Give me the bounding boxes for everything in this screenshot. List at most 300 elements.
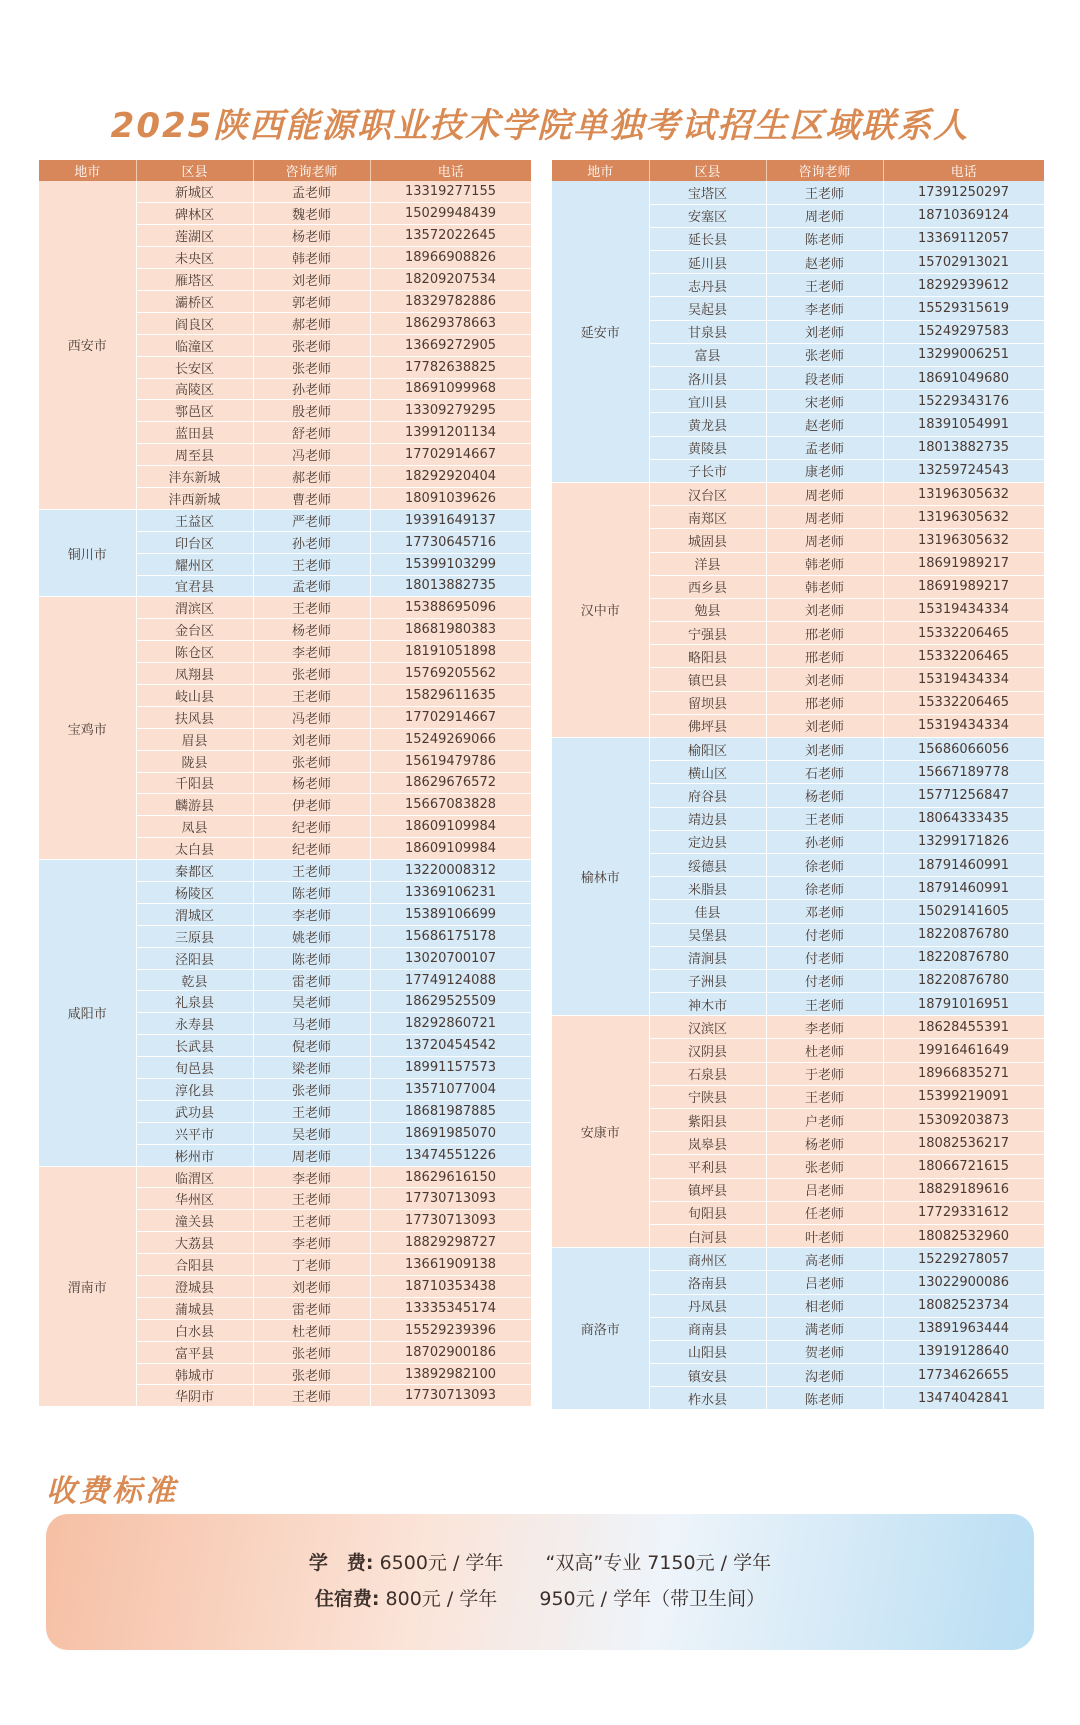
phone-cell: 18966835271	[883, 1062, 1044, 1085]
district-cell: 甘泉县	[649, 320, 766, 343]
header-district: 区县	[136, 160, 253, 181]
teacher-cell: 李老师	[253, 1232, 370, 1254]
phone-cell: 15389106699	[370, 903, 531, 925]
phone-cell: 13571077004	[370, 1079, 531, 1101]
district-cell: 莲湖区	[136, 225, 253, 247]
teacher-cell: 王老师	[253, 1100, 370, 1122]
phone-cell: 15229343176	[883, 390, 1044, 413]
teacher-cell: 高老师	[766, 1248, 883, 1271]
district-cell: 安塞区	[649, 204, 766, 227]
teacher-cell: 刘老师	[766, 598, 883, 621]
teacher-cell: 纪老师	[253, 816, 370, 838]
phone-cell: 18791460991	[883, 853, 1044, 876]
district-cell: 礼泉县	[136, 991, 253, 1013]
teacher-cell: 段老师	[766, 367, 883, 390]
phone-cell: 13474042841	[883, 1387, 1044, 1410]
table-row	[552, 738, 1044, 761]
district-cell: 商州区	[649, 1248, 766, 1271]
phone-cell: 15829611635	[370, 684, 531, 706]
phone-cell: 18082536217	[883, 1132, 1044, 1155]
phone-cell: 15619479786	[370, 750, 531, 772]
teacher-cell: 郝老师	[253, 312, 370, 334]
phone-cell: 17391250297	[883, 181, 1044, 204]
district-cell: 商南县	[649, 1317, 766, 1340]
phone-cell: 18791016951	[883, 993, 1044, 1016]
district-cell: 印台区	[136, 531, 253, 553]
teacher-cell: 张老师	[253, 356, 370, 378]
teacher-cell: 杨老师	[253, 772, 370, 794]
district-cell: 岐山县	[136, 684, 253, 706]
phone-cell: 13335345174	[370, 1297, 531, 1319]
contact-table-left	[39, 160, 532, 1407]
teacher-cell: 宋老师	[766, 390, 883, 413]
teacher-cell: 纪老师	[253, 838, 370, 860]
district-cell: 丹凤县	[649, 1294, 766, 1317]
phone-cell: 18329782886	[370, 290, 531, 312]
district-cell: 横山区	[649, 761, 766, 784]
teacher-cell: 刘老师	[766, 320, 883, 343]
city-cell: 铜川市	[39, 509, 136, 597]
phone-cell: 17749124088	[370, 969, 531, 991]
teacher-cell: 孟老师	[766, 436, 883, 459]
district-cell: 兴平市	[136, 1122, 253, 1144]
teacher-cell: 吴老师	[253, 1122, 370, 1144]
district-cell: 乾县	[136, 969, 253, 991]
phone-cell: 15667189778	[883, 761, 1044, 784]
table-row	[39, 860, 531, 882]
fee-panel	[46, 1514, 1034, 1650]
phone-cell: 13661909138	[370, 1254, 531, 1276]
teacher-cell: 张老师	[766, 343, 883, 366]
district-cell: 渭滨区	[136, 597, 253, 619]
table-row	[39, 181, 531, 203]
phone-cell: 18066721615	[883, 1155, 1044, 1178]
teacher-cell: 舒老师	[253, 422, 370, 444]
teacher-cell: 刘老师	[253, 269, 370, 291]
teacher-cell: 冯老师	[253, 706, 370, 728]
district-cell: 靖边县	[649, 807, 766, 830]
district-cell: 宝塔区	[649, 181, 766, 204]
tuition-label: 学 费:	[308, 1552, 374, 1574]
district-cell: 镇安县	[649, 1364, 766, 1387]
phone-cell: 18191051898	[370, 641, 531, 663]
district-cell: 三原县	[136, 925, 253, 947]
teacher-cell: 邢老师	[766, 645, 883, 668]
phone-cell: 15332206465	[883, 691, 1044, 714]
district-cell: 宁强县	[649, 622, 766, 645]
district-cell: 太白县	[136, 838, 253, 860]
phone-cell: 13022900086	[883, 1271, 1044, 1294]
teacher-cell: 陈老师	[766, 227, 883, 250]
district-cell: 蒲城县	[136, 1297, 253, 1319]
phone-cell: 17730713093	[370, 1210, 531, 1232]
district-cell: 临潼区	[136, 334, 253, 356]
district-cell: 阎良区	[136, 312, 253, 334]
phone-cell: 18220876780	[883, 923, 1044, 946]
district-cell: 神木市	[649, 993, 766, 1016]
phone-cell: 18209207534	[370, 269, 531, 291]
phone-cell: 13196305632	[883, 482, 1044, 505]
teacher-cell: 张老师	[766, 1155, 883, 1178]
phone-cell: 18702900186	[370, 1341, 531, 1363]
teacher-cell: 王老师	[766, 807, 883, 830]
district-cell: 雁塔区	[136, 269, 253, 291]
contact-table-right	[552, 160, 1045, 1410]
table-row	[552, 1248, 1044, 1271]
district-cell: 韩城市	[136, 1363, 253, 1385]
teacher-cell: 郝老师	[253, 466, 370, 488]
phone-cell: 18966908826	[370, 247, 531, 269]
teacher-cell: 李老师	[253, 641, 370, 663]
district-cell: 千阳县	[136, 772, 253, 794]
phone-cell: 13720454542	[370, 1035, 531, 1057]
phone-cell: 18691985070	[370, 1122, 531, 1144]
phone-cell: 18292860721	[370, 1013, 531, 1035]
district-cell: 泾阳县	[136, 947, 253, 969]
table-row	[552, 1016, 1044, 1039]
district-cell: 吴堡县	[649, 923, 766, 946]
city-cell: 渭南市	[39, 1166, 136, 1407]
teacher-cell: 李老师	[253, 1166, 370, 1188]
phone-cell: 17730713093	[370, 1385, 531, 1407]
header-teacher: 咨询老师	[766, 160, 883, 181]
teacher-cell: 杨老师	[766, 1132, 883, 1155]
phone-cell: 18292939612	[883, 274, 1044, 297]
teacher-cell: 伊老师	[253, 794, 370, 816]
phone-cell: 17730645716	[370, 531, 531, 553]
phone-cell: 18609109984	[370, 816, 531, 838]
district-cell: 清涧县	[649, 946, 766, 969]
teacher-cell: 韩老师	[766, 575, 883, 598]
phone-cell: 18609109984	[370, 838, 531, 860]
phone-cell: 18629676572	[370, 772, 531, 794]
teacher-cell: 李老师	[253, 903, 370, 925]
phone-cell: 15029948439	[370, 203, 531, 225]
district-cell: 旬阳县	[649, 1201, 766, 1224]
teacher-cell: 李老师	[766, 297, 883, 320]
teacher-cell: 韩老师	[766, 552, 883, 575]
dorm-label: 住宿费:	[314, 1588, 380, 1610]
district-cell: 柞水县	[649, 1387, 766, 1410]
city-cell: 安康市	[552, 1016, 649, 1248]
teacher-cell: 梁老师	[253, 1057, 370, 1079]
district-cell: 潼关县	[136, 1210, 253, 1232]
phone-cell: 18991157573	[370, 1057, 531, 1079]
phone-cell: 13220008312	[370, 860, 531, 882]
teacher-cell: 周老师	[766, 506, 883, 529]
teacher-cell: 孙老师	[253, 378, 370, 400]
phone-cell: 13299171826	[883, 830, 1044, 853]
teacher-cell: 杨老师	[253, 225, 370, 247]
teacher-cell: 石老师	[766, 761, 883, 784]
teacher-cell: 赵老师	[766, 251, 883, 274]
teacher-cell: 任老师	[766, 1201, 883, 1224]
teacher-cell: 周老师	[766, 204, 883, 227]
district-cell: 凤翔县	[136, 663, 253, 685]
district-cell: 长安区	[136, 356, 253, 378]
phone-cell: 18391054991	[883, 413, 1044, 436]
phone-cell: 15249269066	[370, 728, 531, 750]
district-cell: 鄠邑区	[136, 400, 253, 422]
phone-cell: 13299006251	[883, 343, 1044, 366]
teacher-cell: 丁老师	[253, 1254, 370, 1276]
teacher-cell: 周老师	[766, 482, 883, 505]
table-header	[39, 160, 531, 181]
phone-cell: 15529315619	[883, 297, 1044, 320]
district-cell: 延川县	[649, 251, 766, 274]
district-cell: 志丹县	[649, 274, 766, 297]
phone-cell: 13259724543	[883, 459, 1044, 482]
district-cell: 子洲县	[649, 969, 766, 992]
phone-cell: 15771256847	[883, 784, 1044, 807]
district-cell: 凤县	[136, 816, 253, 838]
city-cell: 汉中市	[552, 482, 649, 737]
district-cell: 杨陵区	[136, 882, 253, 904]
teacher-cell: 王老师	[766, 1085, 883, 1108]
teacher-cell: 刘老师	[253, 728, 370, 750]
phone-cell: 18681987885	[370, 1100, 531, 1122]
teacher-cell: 陈老师	[766, 1387, 883, 1410]
district-cell: 宜君县	[136, 575, 253, 597]
district-cell: 榆阳区	[649, 738, 766, 761]
tuition-value: 6500元 / 学年	[379, 1552, 504, 1574]
district-cell: 城固县	[649, 529, 766, 552]
dorm-extra: 950元 / 学年（带卫生间）	[539, 1588, 766, 1610]
district-cell: 蓝田县	[136, 422, 253, 444]
phone-cell: 18691989217	[883, 575, 1044, 598]
teacher-cell: 曹老师	[253, 487, 370, 509]
district-cell: 永寿县	[136, 1013, 253, 1035]
teacher-cell: 雷老师	[253, 1297, 370, 1319]
teacher-cell: 邢老师	[766, 622, 883, 645]
phone-cell: 18791460991	[883, 877, 1044, 900]
teacher-cell: 孙老师	[253, 531, 370, 553]
phone-cell: 13196305632	[883, 506, 1044, 529]
phone-cell: 19916461649	[883, 1039, 1044, 1062]
phone-cell: 15769205562	[370, 663, 531, 685]
phone-cell: 15399103299	[370, 553, 531, 575]
phone-cell: 13474551226	[370, 1144, 531, 1166]
teacher-cell: 吴老师	[253, 991, 370, 1013]
district-cell: 汉阴县	[649, 1039, 766, 1062]
district-cell: 淳化县	[136, 1079, 253, 1101]
city-cell: 榆林市	[552, 738, 649, 1016]
district-cell: 临渭区	[136, 1166, 253, 1188]
header-phone: 电话	[370, 160, 531, 181]
teacher-cell: 付老师	[766, 923, 883, 946]
phone-cell: 18629525509	[370, 991, 531, 1013]
district-cell: 旬邑县	[136, 1057, 253, 1079]
phone-cell: 13991201134	[370, 422, 531, 444]
teacher-cell: 刘老师	[766, 668, 883, 691]
phone-cell: 15332206465	[883, 645, 1044, 668]
table-header	[552, 160, 1044, 181]
district-cell: 灞桥区	[136, 290, 253, 312]
phone-cell: 15249297583	[883, 320, 1044, 343]
table-row	[552, 181, 1044, 204]
phone-cell: 15702913021	[883, 251, 1044, 274]
table-row	[39, 1166, 531, 1188]
teacher-cell: 付老师	[766, 969, 883, 992]
teacher-cell: 徐老师	[766, 853, 883, 876]
phone-cell: 13572022645	[370, 225, 531, 247]
tuition-extra: “双高”专业 7150元 / 学年	[545, 1552, 772, 1574]
teacher-cell: 魏老师	[253, 203, 370, 225]
teacher-cell: 贺老师	[766, 1340, 883, 1363]
teacher-cell: 杜老师	[253, 1319, 370, 1341]
teacher-cell: 杨老师	[253, 619, 370, 641]
phone-cell: 13669272905	[370, 334, 531, 356]
district-cell: 合阳县	[136, 1254, 253, 1276]
district-cell: 黄陵县	[649, 436, 766, 459]
phone-cell: 15319434334	[883, 668, 1044, 691]
teacher-cell: 陈老师	[253, 947, 370, 969]
teacher-cell: 韩老师	[253, 247, 370, 269]
teacher-cell: 付老师	[766, 946, 883, 969]
header-teacher: 咨询老师	[253, 160, 370, 181]
district-cell: 西乡县	[649, 575, 766, 598]
district-cell: 白水县	[136, 1319, 253, 1341]
page-title: 2025陕西能源职业技术学院单独考试招生区域联系人	[110, 106, 970, 146]
district-cell: 金台区	[136, 619, 253, 641]
phone-cell: 15388695096	[370, 597, 531, 619]
district-cell: 富县	[649, 343, 766, 366]
city-cell: 咸阳市	[39, 860, 136, 1166]
district-cell: 南郑区	[649, 506, 766, 529]
district-cell: 陈仓区	[136, 641, 253, 663]
dorm-value: 800元 / 学年	[385, 1588, 498, 1610]
district-cell: 洋县	[649, 552, 766, 575]
teacher-cell: 王老师	[253, 1188, 370, 1210]
city-cell: 宝鸡市	[39, 597, 136, 860]
phone-cell: 19391649137	[370, 509, 531, 531]
phone-cell: 18710369124	[883, 204, 1044, 227]
district-cell: 麟游县	[136, 794, 253, 816]
teacher-cell: 邓老师	[766, 900, 883, 923]
district-cell: 秦都区	[136, 860, 253, 882]
district-cell: 碑林区	[136, 203, 253, 225]
phone-cell: 15229278057	[883, 1248, 1044, 1271]
district-cell: 洛南县	[649, 1271, 766, 1294]
teacher-cell: 刘老师	[766, 738, 883, 761]
teacher-cell: 相老师	[766, 1294, 883, 1317]
header-phone: 电话	[883, 160, 1044, 181]
table-row	[552, 482, 1044, 505]
city-cell: 延安市	[552, 181, 649, 482]
district-cell: 绥德县	[649, 853, 766, 876]
teacher-cell: 于老师	[766, 1062, 883, 1085]
district-cell: 镇坪县	[649, 1178, 766, 1201]
district-cell: 耀州区	[136, 553, 253, 575]
teacher-cell: 王老师	[253, 553, 370, 575]
teacher-cell: 严老师	[253, 509, 370, 531]
phone-cell: 18013882735	[883, 436, 1044, 459]
district-cell: 岚皋县	[649, 1132, 766, 1155]
phone-cell: 18681980383	[370, 619, 531, 641]
district-cell: 宁陕县	[649, 1085, 766, 1108]
district-cell: 华州区	[136, 1188, 253, 1210]
district-cell: 宜川县	[649, 390, 766, 413]
teacher-cell: 邢老师	[766, 691, 883, 714]
teacher-cell: 孙老师	[766, 830, 883, 853]
phone-cell: 18064333435	[883, 807, 1044, 830]
district-cell: 佛坪县	[649, 714, 766, 737]
district-cell: 白河县	[649, 1224, 766, 1247]
district-cell: 山阳县	[649, 1340, 766, 1363]
phone-cell: 18220876780	[883, 946, 1044, 969]
district-cell: 高陵区	[136, 378, 253, 400]
district-cell: 汉台区	[649, 482, 766, 505]
phone-cell: 17702914667	[370, 444, 531, 466]
phone-cell: 18220876780	[883, 969, 1044, 992]
teacher-cell: 李老师	[766, 1016, 883, 1039]
teacher-cell: 叶老师	[766, 1224, 883, 1247]
district-cell: 渭城区	[136, 903, 253, 925]
district-cell: 未央区	[136, 247, 253, 269]
phone-cell: 18082523734	[883, 1294, 1044, 1317]
phone-cell: 15686175178	[370, 925, 531, 947]
teacher-cell: 殷老师	[253, 400, 370, 422]
phone-cell: 17729331612	[883, 1201, 1044, 1224]
district-cell: 留坝县	[649, 691, 766, 714]
phone-cell: 18829189616	[883, 1178, 1044, 1201]
phone-cell: 15029141605	[883, 900, 1044, 923]
teacher-cell: 王老师	[253, 1210, 370, 1232]
teacher-cell: 吕老师	[766, 1178, 883, 1201]
phone-cell: 17702914667	[370, 706, 531, 728]
phone-cell: 15686066056	[883, 738, 1044, 761]
teacher-cell: 沟老师	[766, 1364, 883, 1387]
district-cell: 镇巴县	[649, 668, 766, 691]
phone-cell: 18629616150	[370, 1166, 531, 1188]
district-cell: 延长县	[649, 227, 766, 250]
city-cell: 西安市	[39, 181, 136, 509]
district-cell: 吴起县	[649, 297, 766, 320]
district-cell: 洛川县	[649, 367, 766, 390]
header-city: 地市	[552, 160, 649, 181]
phone-cell: 13309279295	[370, 400, 531, 422]
phone-cell: 13891963444	[883, 1317, 1044, 1340]
teacher-cell: 王老师	[253, 860, 370, 882]
district-cell: 彬州市	[136, 1144, 253, 1166]
district-cell: 沣西新城	[136, 487, 253, 509]
teacher-cell: 周老师	[766, 529, 883, 552]
teacher-cell: 张老师	[253, 1341, 370, 1363]
phone-cell: 15332206465	[883, 622, 1044, 645]
phone-cell: 18628455391	[883, 1016, 1044, 1039]
district-cell: 勉县	[649, 598, 766, 621]
phone-cell: 13196305632	[883, 529, 1044, 552]
district-cell: 大荔县	[136, 1232, 253, 1254]
teacher-cell: 王老师	[253, 684, 370, 706]
tuition-line	[46, 1548, 1034, 1575]
teacher-cell: 张老师	[253, 1363, 370, 1385]
teacher-cell: 姚老师	[253, 925, 370, 947]
header-city: 地市	[39, 160, 136, 181]
phone-cell: 15399219091	[883, 1085, 1044, 1108]
table-row	[39, 509, 531, 531]
district-cell: 扶风县	[136, 706, 253, 728]
teacher-cell: 满老师	[766, 1317, 883, 1340]
district-cell: 王益区	[136, 509, 253, 531]
district-cell: 富平县	[136, 1341, 253, 1363]
teacher-cell: 郭老师	[253, 290, 370, 312]
phone-cell: 15319434334	[883, 598, 1044, 621]
teacher-cell: 周老师	[253, 1144, 370, 1166]
teacher-cell: 冯老师	[253, 444, 370, 466]
teacher-cell: 户老师	[766, 1109, 883, 1132]
phone-cell: 18829298727	[370, 1232, 531, 1254]
